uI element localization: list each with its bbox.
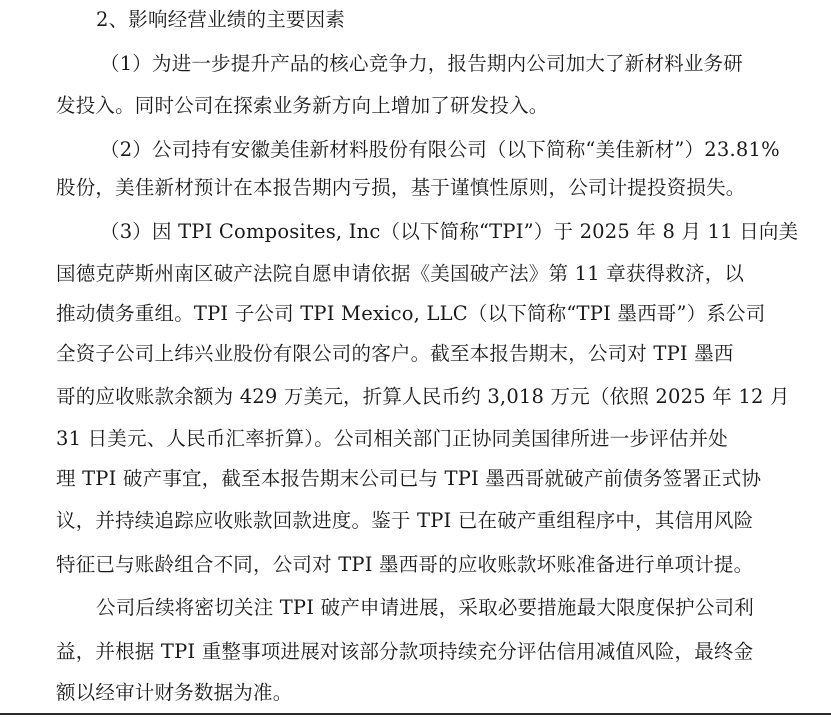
paragraph-4-line-3: 额以经审计财务数据为准。 <box>56 681 293 704</box>
paragraph-1-line-1: （1）为进一步提升产品的核心竞争力，报告期内公司加大了新材料业务研 <box>100 52 744 75</box>
paragraph-4-line-1: 公司后续将密切关注 TPI 破产申请进展，采取必要措施最大限度保护公司利 <box>96 596 754 619</box>
paragraph-3-line-5: 哥的应收账款余额为 429 万美元，折算人民币约 3,018 万元（依照 2025 年 12 月 <box>56 385 790 408</box>
paragraph-2-line-2: 股份，美佳新材预计在本报告期内亏损，基于谨慎性原则，公司计提投资损失。 <box>56 176 746 199</box>
paragraph-3-line-4: 全资子公司上纬兴业股份有限公司的客户。截至本报告期末，公司对 TPI 墨西 <box>56 342 734 365</box>
paragraph-1-line-2: 发投入。同时公司在探索业务新方向上增加了研发投入。 <box>56 94 549 117</box>
section-heading: 2、影响经营业绩的主要因素 <box>96 8 346 31</box>
paragraph-2-line-1: （2）公司持有安徽美佳新材料股份有限公司（以下简称“美佳新材”）23.81% <box>100 138 780 161</box>
paragraph-3-line-2: 国德克萨斯州南区破产法院自愿申请依据《美国破产法》第 11 章获得救济，以 <box>56 262 745 285</box>
paragraph-4-line-2: 益，并根据 TPI 重整事项进展对该部分款项持续充分评估信用减值风险，最终金 <box>56 640 754 663</box>
paragraph-3-line-3: 推动债务重组。TPI 子公司 TPI Mexico, LLC（以下简称“TPI 墨西哥”）系公司 <box>56 302 766 325</box>
paragraph-3-line-8: 议，并持续追踪应收账款回款进度。鉴于 TPI 已在破产重组程序中，其信用风险 <box>56 509 754 532</box>
paragraph-3-line-6: 31 日美元、人民币汇率折算）。公司相关部门正协同美国律所进一步评估并处 <box>56 427 728 450</box>
paragraph-3-line-9: 特征已与账龄组合不同，公司对 TPI 墨西哥的应收账款坏账准备进行单项计提。 <box>56 553 754 576</box>
paragraph-3-line-7: 理 TPI 破产事宜，截至本报告期末公司已与 TPI 墨西哥就破产前债务签署正式协 <box>56 467 762 490</box>
paragraph-3-line-1: （3）因 TPI Composites, Inc（以下简称“TPI”）于 2025 年 8 月 11 日向美 <box>100 220 799 243</box>
bottom-divider <box>0 713 831 715</box>
